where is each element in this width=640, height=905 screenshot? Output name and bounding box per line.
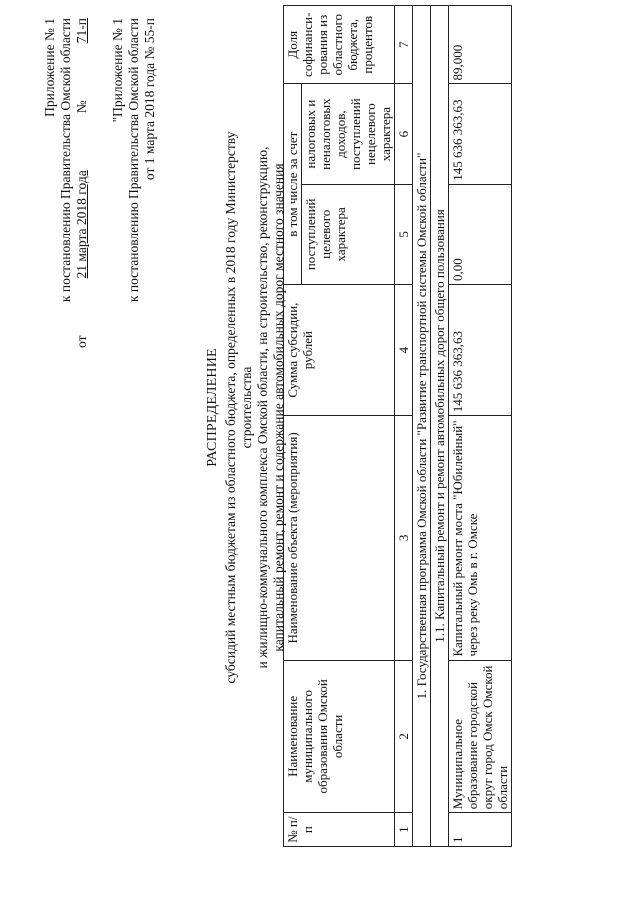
header-number: № п/п	[284, 813, 395, 847]
column-number: 3	[395, 416, 413, 660]
column-number: 5	[395, 184, 413, 284]
column-number: 1	[395, 813, 413, 847]
document-title-block	[205, 110, 287, 705]
table-row	[449, 6, 512, 847]
cell-tax: 145 636 363,63	[449, 84, 512, 184]
document-subtitle-line: капитальный ремонт, ремонт и содержание автомобильных дорог местного значения	[271, 163, 286, 652]
column-number: 2	[395, 660, 413, 813]
appendix-reference: к постановлению Правительства Омской области	[58, 18, 73, 303]
subsidy-table	[283, 5, 512, 847]
appendix-date: от 1 марта 2018 года № 55-п	[142, 18, 157, 181]
subsection-row	[431, 6, 449, 847]
appendix-title: Приложение № 1	[42, 18, 57, 117]
date-prefix: от	[74, 335, 89, 348]
cell-number: 1	[449, 813, 512, 847]
appendix-reference: к постановлению Правительства Омской области	[126, 18, 141, 303]
appendix-number: 71-п	[74, 18, 89, 44]
section-heading: 1. Государственная программа Омской области "Развитие транспортной системы Омской области"	[413, 6, 431, 847]
cell-object: Капитальный ремонт моста "Юбилейный" через реку Омь в г. Омске	[449, 416, 512, 660]
header-object: Наименование объекта (мероприятия)	[284, 416, 395, 660]
header-tax: налоговых и неналоговых доходов, поступлений нецелевого характера	[302, 84, 395, 184]
appendix-date-line	[74, 18, 90, 348]
column-number: 6	[395, 84, 413, 184]
table-header-row	[284, 6, 302, 847]
header-sum: Сумма субсидии, рублей	[284, 284, 395, 415]
header-targeted: поступлений целевого характера	[302, 184, 395, 284]
appendix-title: "Приложение № 1	[110, 18, 125, 123]
cell-targeted: 0,00	[449, 184, 512, 284]
appendix-header-old	[110, 18, 158, 348]
document-subtitle-line: субсидий местным бюджетам из областного бюджета, определенных в 2018 году Министерству строительства	[223, 131, 254, 684]
subsection-heading: 1.1. Капитальный ремонт и ремонт автомобильных дорог общего пользования	[431, 6, 449, 847]
cell-municipality: Муниципальное образование городской округ город Омск Омской области	[449, 660, 512, 813]
appendix-header-new	[42, 18, 90, 348]
section-row	[413, 6, 431, 847]
header-group: в том числе за счет	[284, 84, 302, 284]
column-number: 7	[395, 6, 413, 84]
header-share: Доля софинанси-рования из областного бюджета, процентов	[284, 6, 395, 84]
header-municipality: Наименование муниципального образования Омской области	[284, 660, 395, 813]
document-subtitle-line: и жилищно-коммунального комплекса Омской области, на строительство, реконструкцию,	[255, 146, 270, 669]
appendix-date: 21 марта 2018 года	[74, 170, 89, 279]
document-title: РАСПРЕДЕЛЕНИЕ	[205, 348, 220, 467]
cell-sum: 145 636 363,63	[449, 284, 512, 415]
cell-share: 89,000	[449, 6, 512, 84]
column-number-row	[395, 6, 413, 847]
number-prefix: №	[74, 100, 89, 114]
column-number: 4	[395, 284, 413, 415]
